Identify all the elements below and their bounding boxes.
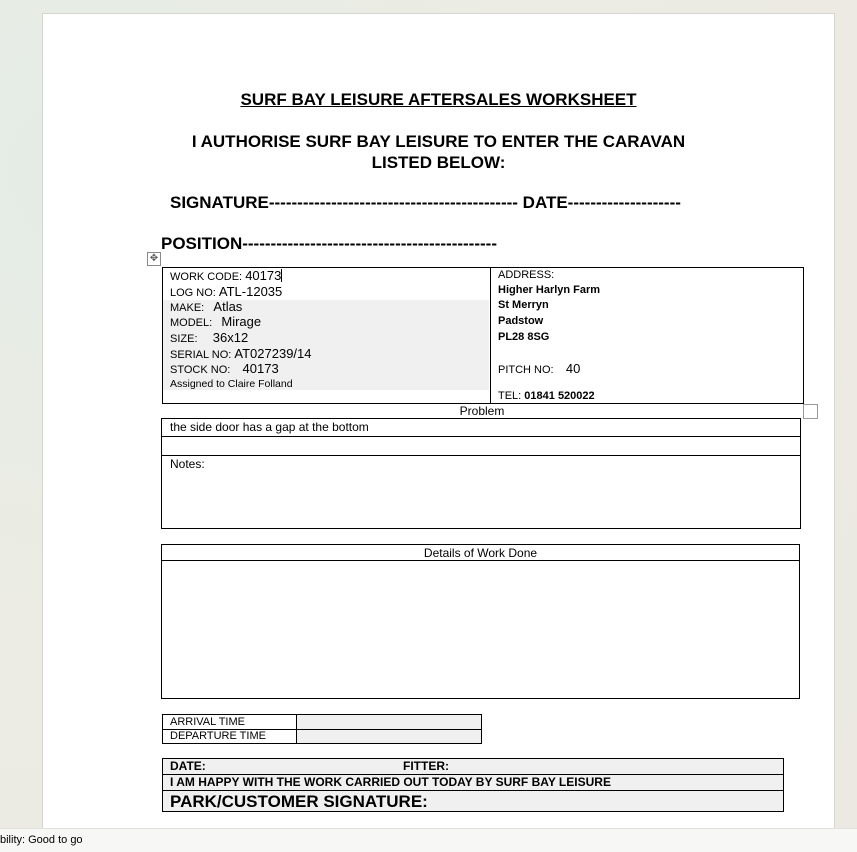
time-table [162, 714, 482, 744]
serial-no-value: AT027239/14 [234, 346, 312, 361]
make-value: Atlas [213, 299, 243, 314]
address-line-4: PL28 8SG [498, 331, 550, 343]
pitch-no-field [498, 361, 580, 376]
customer-signature-table [162, 758, 784, 812]
make-label: MAKE: [170, 302, 205, 314]
signature-date-line: SIGNATURE-------------------------------------------- DATE-------------------- [170, 193, 681, 212]
table-move-handle-icon[interactable]: ✥ [147, 252, 161, 266]
caravan-info-table [162, 267, 804, 404]
serial-no-label: SERIAL NO: [170, 349, 232, 361]
position-line: POSITION--------------------------------------------- [161, 234, 497, 253]
problem-header: Problem [459, 404, 505, 418]
assigned-to-text: Assigned to Claire Folland [170, 378, 293, 390]
work-done-header: Details of Work Done [423, 546, 538, 560]
work-done-table [161, 544, 800, 699]
notes-label[interactable]: Notes: [170, 457, 205, 471]
tel-field [498, 390, 595, 402]
make-field [170, 299, 242, 314]
departure-time-label: DEPARTURE TIME [170, 730, 266, 742]
notes-row-divider [162, 455, 800, 456]
log-no-value: ATL-12035 [218, 284, 283, 299]
status-bar [0, 828, 857, 852]
tel-label: TEL: [498, 390, 522, 402]
stock-no-label: STOCK NO: [170, 364, 231, 376]
departure-label-cell [163, 730, 297, 743]
address-line-1: Higher Harlyn Farm [498, 284, 601, 296]
pitch-no-value: 40 [565, 361, 581, 376]
accessibility-status[interactable]: bility: Good to go [0, 834, 83, 846]
model-value: Mirage [221, 314, 262, 329]
text-cursor [281, 269, 282, 282]
fitter-label: FITTER: [403, 759, 449, 773]
stock-no-field [170, 361, 279, 376]
work-code-value: 40173 [245, 268, 282, 283]
log-no-label: LOG NO: [170, 287, 216, 299]
authorisation-line-2: LISTED BELOW: [371, 153, 506, 172]
model-label: MODEL: [170, 317, 213, 329]
address-line-2: St Merryn [498, 299, 549, 311]
document-page[interactable] [42, 13, 835, 831]
work-code-label: WORK CODE: [170, 271, 243, 283]
table-resize-handle[interactable] [803, 404, 818, 419]
size-field [170, 330, 248, 345]
pitch-no-label: PITCH NO: [498, 364, 554, 376]
park-customer-signature-label: PARK/CUSTOMER SIGNATURE: [170, 792, 428, 811]
size-value: 36x12 [212, 330, 249, 345]
authorisation-line-1: I AUTHORISE SURF BAY LEISURE TO ENTER THE CARAVAN [191, 132, 686, 151]
happy-statement: I AM HAPPY WITH THE WORK CARRIED OUT TODAY BY SURF BAY LEISURE [170, 775, 611, 789]
problem-empty-row[interactable] [162, 437, 800, 455]
work-done-body[interactable] [162, 561, 799, 698]
stock-no-value: 40173 [242, 361, 279, 376]
park-signature-row[interactable] [163, 791, 783, 811]
log-no-field [170, 284, 282, 299]
arrival-label-cell [163, 715, 297, 730]
address-label: ADDRESS: [498, 269, 555, 281]
problem-text[interactable]: the side door has a gap at the bottom [170, 420, 369, 434]
happy-row [163, 775, 783, 791]
size-label: SIZE: [170, 333, 198, 345]
model-field [170, 314, 261, 329]
date-fitter-row[interactable] [163, 759, 783, 775]
document-title: SURF BAY LEISURE AFTERSALES WORKSHEET [240, 90, 637, 109]
problem-table [161, 418, 801, 529]
arrival-time-input[interactable] [297, 715, 481, 730]
tel-value: 01841 520022 [524, 390, 595, 402]
authorisation-heading [43, 131, 834, 173]
work-code-field [170, 268, 282, 283]
date-label: DATE: [170, 759, 206, 773]
address-cell[interactable] [491, 268, 802, 403]
address-line-3: Padstow [498, 315, 544, 327]
serial-no-field [170, 346, 312, 361]
caravan-details-cell[interactable] [163, 268, 491, 403]
departure-time-input[interactable] [297, 730, 481, 743]
arrival-time-label: ARRIVAL TIME [170, 716, 245, 728]
